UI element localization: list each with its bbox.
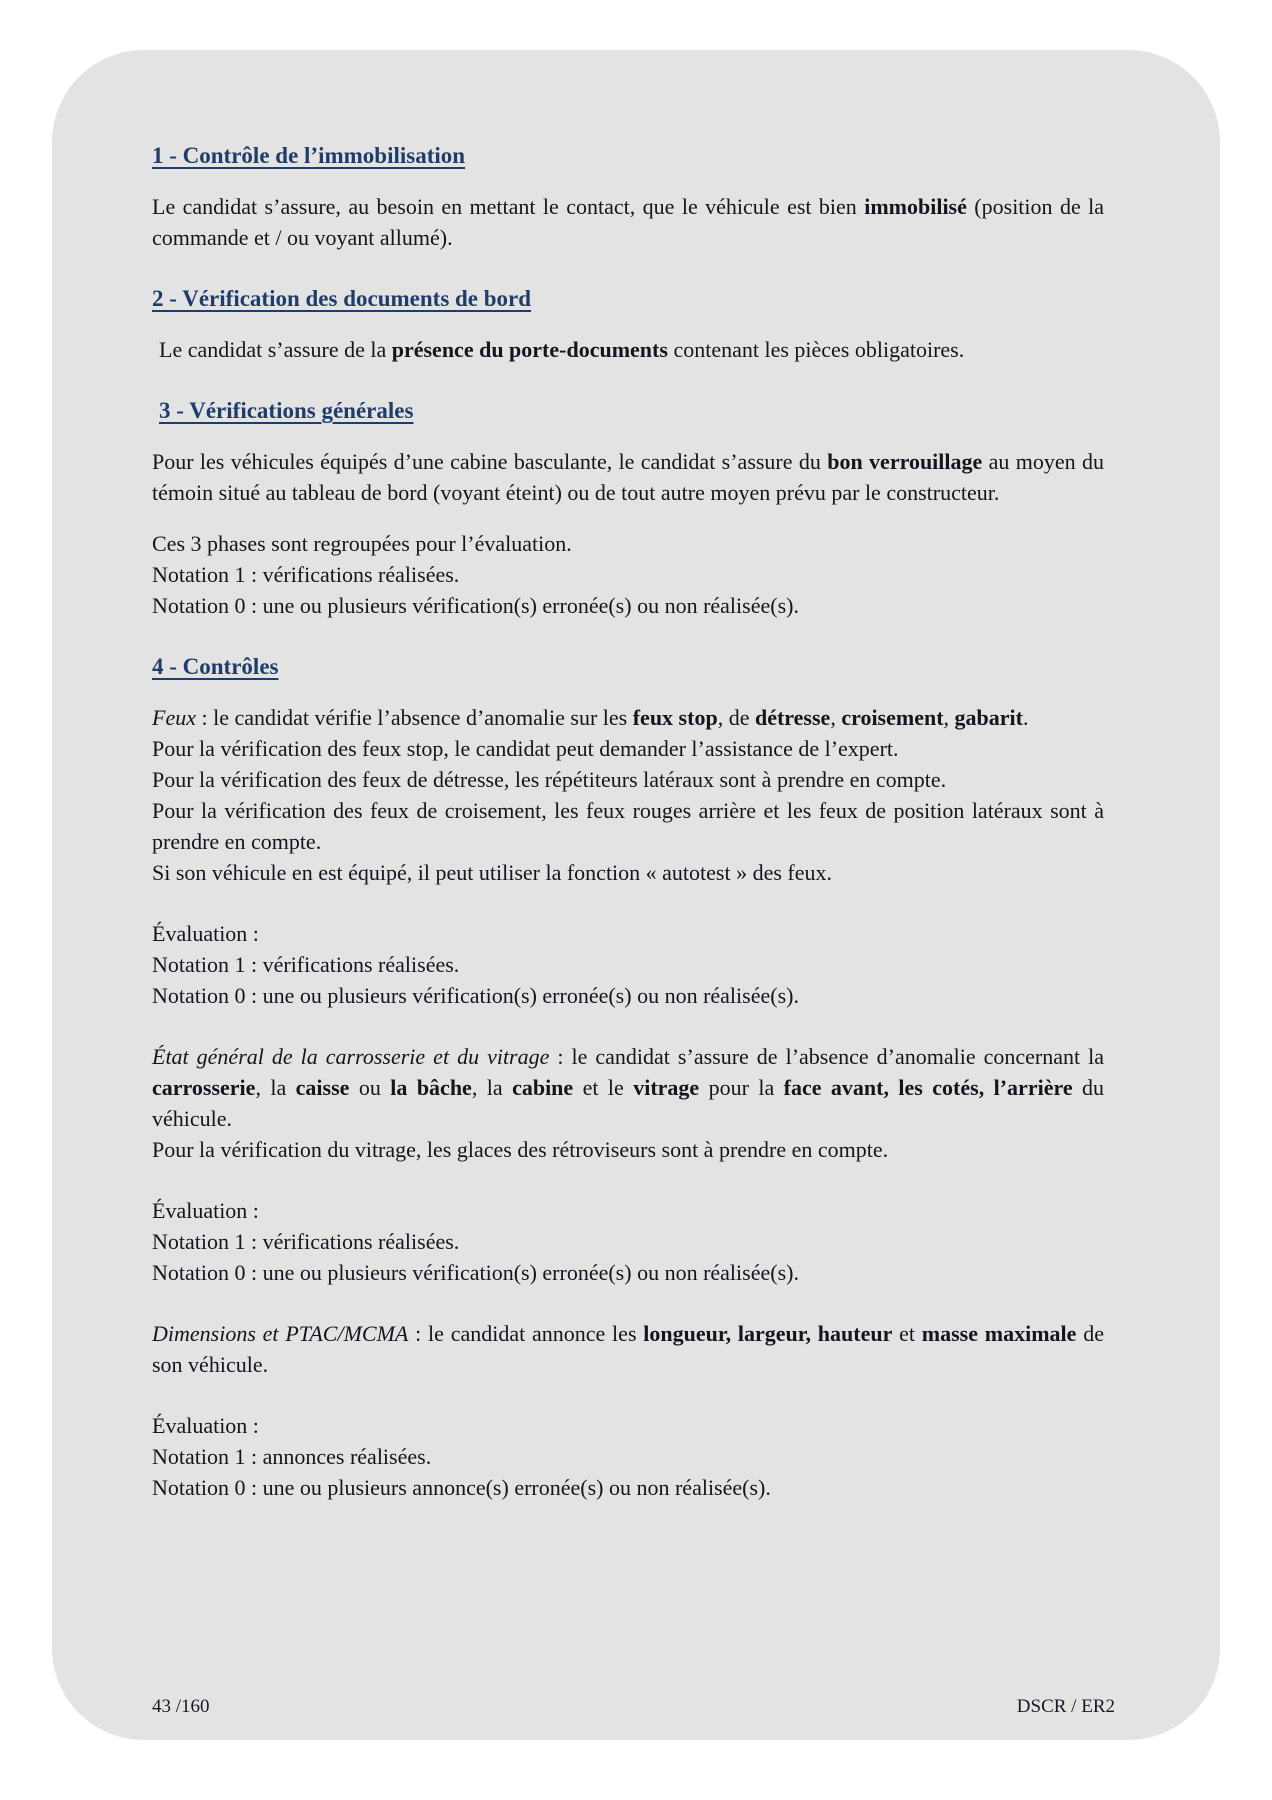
notation-1-line: Notation 1 : vérifications réalisées.: [152, 1229, 460, 1254]
heading-text: 2 - Vérification des documents de bord: [152, 286, 532, 311]
heading-text: 4 - Contrôles: [152, 654, 279, 679]
notation-0-line: Notation 0 : une ou plusieurs annonce(s) erronée(s) ou non réalisée(s).: [152, 1475, 771, 1500]
block-etat-general: [152, 1041, 1104, 1165]
page-number: 43 /160: [152, 1696, 210, 1717]
block-feux: [152, 702, 1104, 888]
document-reference: DSCR / ER2: [1016, 1696, 1115, 1717]
evaluation-label: Évaluation :: [152, 1198, 259, 1223]
feux-croisement-line: Pour la vérification des feux de croisement, les feux rouges arrière et les feux de position latéraux sont à prendre en compte.: [152, 798, 1104, 854]
etat-general-paragraph: État général de la carrosserie et du vitrage : le candidat s’assure de l’absence d’anomalie concernant la carrosserie, la caisse ou la bâche, la cabine et le vitrage pour la face avant, les cotés, l’arrière du véhicule.: [152, 1044, 1105, 1131]
notation-1-line: Notation 1 : vérifications réalisées.: [152, 952, 460, 977]
heading-text: 3 - Vérifications générales: [159, 398, 414, 423]
notation-0-line: Notation 0 : une ou plusieurs vérification(s) erronée(s) ou non réalisée(s).: [152, 983, 799, 1008]
block-evaluation-dimensions: [152, 1410, 1104, 1503]
heading-controles: [152, 651, 1104, 682]
notation-0-line: Notation 0 : une ou plusieurs vérification(s) erronée(s) ou non réalisée(s).: [152, 593, 799, 618]
notation-1-line: Notation 1 : vérifications réalisées.: [152, 562, 460, 587]
notation-1-line: Notation 1 : annonces réalisées.: [152, 1444, 432, 1469]
feux-autotest-line: Si son véhicule en est équipé, il peut utiliser la fonction « autotest » des feux.: [152, 860, 833, 885]
page-content: [52, 50, 1220, 1503]
heading-verification-documents: [152, 283, 1104, 314]
paragraph-cabine-basculante: Pour les véhicules équipés d’une cabine basculante, le candidat s’assure du bon verrouillage au moyen du témoin situé au tableau de bord (voyant éteint) ou de tout autre moyen prévu par le constructeur.: [152, 449, 1104, 505]
page-footer: [152, 1696, 1115, 1718]
feux-intro-line: Feux : le candidat vérifie l’absence d’anomalie sur les feux stop, de détresse, croisement, gabarit.: [152, 705, 1029, 730]
paragraph-immobilisation: Le candidat s’assure, au besoin en mettant le contact, que le véhicule est bien immobilisé (position de la commande et / ou voyant allumé).: [152, 194, 1105, 250]
block-evaluation-feux: [152, 918, 1104, 1011]
heading-verifications-generales: [152, 395, 1104, 426]
block-evaluation-etat: [152, 1195, 1104, 1288]
document-page: [52, 50, 1220, 1740]
evaluation-label: Évaluation :: [152, 1413, 259, 1438]
heading-text: 1 - Contrôle de l’immobilisation: [152, 143, 466, 168]
heading-controle-immobilisation: [152, 140, 1104, 171]
feux-stop-line: Pour la vérification des feux stop, le candidat peut demander l’assistance de l’expert.: [152, 736, 899, 761]
phases-intro-line: Ces 3 phases sont regroupées pour l’évaluation.: [152, 531, 572, 556]
evaluation-label: Évaluation :: [152, 921, 259, 946]
notation-0-line: Notation 0 : une ou plusieurs vérification(s) erronée(s) ou non réalisée(s).: [152, 1260, 799, 1285]
paragraph-porte-documents: Le candidat s’assure de la présence du porte-documents contenant les pièces obligatoires.: [159, 337, 965, 362]
feux-detresse-line: Pour la vérification des feux de détresse, les répétiteurs latéraux sont à prendre en compte.: [152, 767, 947, 792]
vitrage-retroviseurs-line: Pour la vérification du vitrage, les glaces des rétroviseurs sont à prendre en compte.: [152, 1137, 889, 1162]
dimensions-paragraph: Dimensions et PTAC/MCMA : le candidat annonce les longueur, largeur, hauteur et masse maximale de son véhicule.: [152, 1321, 1104, 1377]
block-dimensions: [152, 1318, 1104, 1380]
block-phases-evaluation: [152, 528, 1104, 621]
